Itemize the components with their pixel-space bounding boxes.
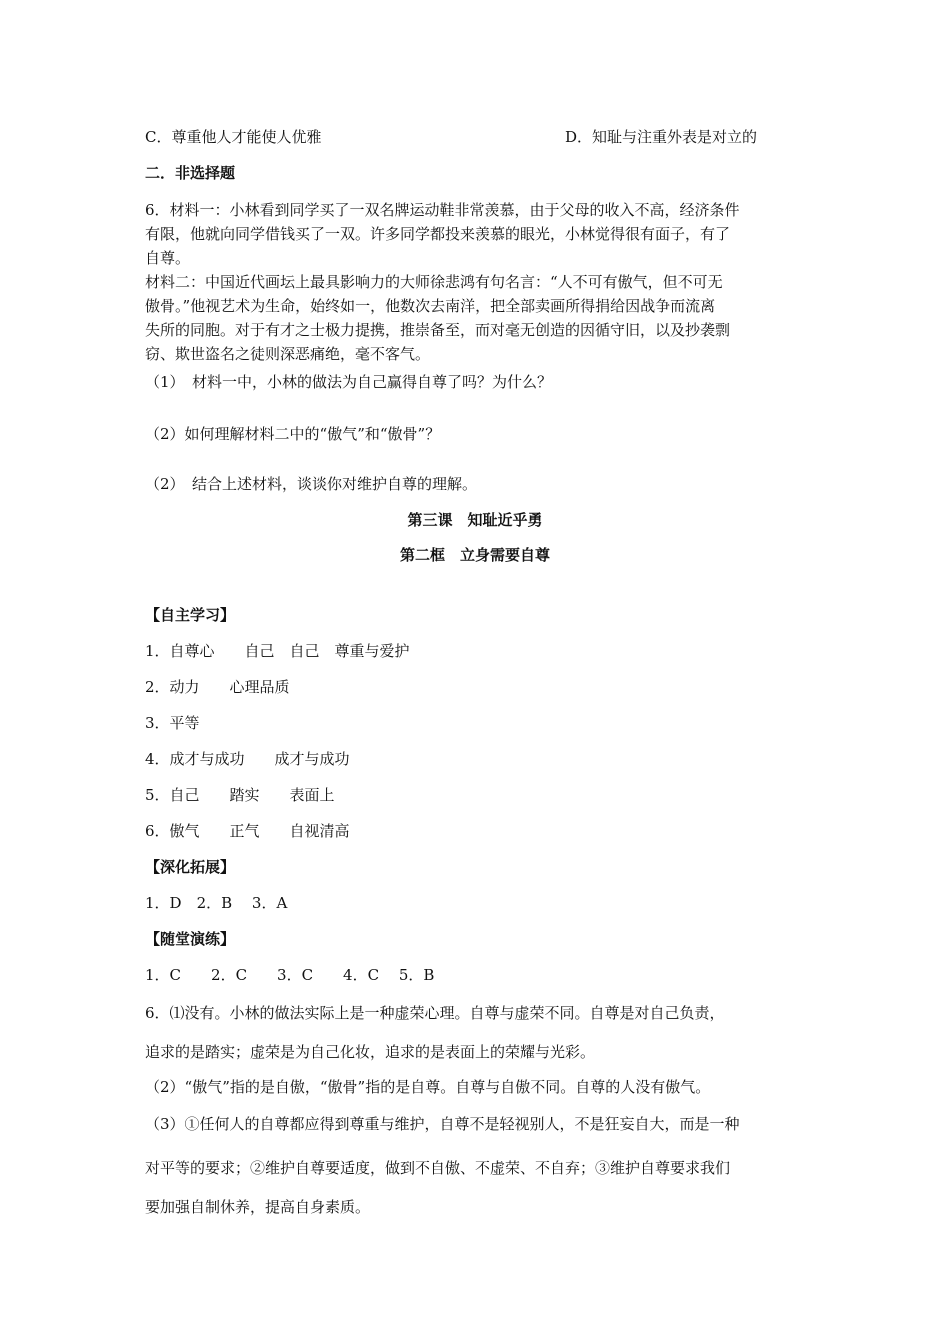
frame-title: 第二框 立身需要自尊 [399, 546, 550, 564]
answer-line: （3）①任何人的自尊都应得到尊重与维护，自尊不是轻视别人，不是狂妄自大，而是一种 [145, 1115, 740, 1133]
practice-title: 【随堂演练】 [145, 930, 236, 948]
self-study-item: 6．傲气 正气 自视清高 [145, 822, 350, 840]
option-c: C．尊重他人才能使人优雅 [145, 128, 322, 146]
deepen-title: 【深化拓展】 [145, 858, 236, 876]
self-study-item: 1．自尊心 自己 自己 尊重与爱护 [145, 642, 410, 660]
answer-line: 6．⑴没有。小林的做法实际上是一种虚荣心理。自尊与虚荣不同。自尊是对自己负责， [145, 1004, 725, 1022]
self-study-item: 2．动力 心理品质 [145, 678, 290, 696]
answer-line: 对平等的要求；②维护自尊要适度，做到不自傲、不虚荣、不自弃；③维护自尊要求我们 [145, 1159, 731, 1177]
practice-answers: 1．C 2．C 3．C 4．C 5．B [145, 966, 435, 984]
material2-line: 窃、欺世盗名之徒则深恶痛绝，毫不客气。 [145, 345, 431, 363]
option-row [145, 127, 758, 147]
self-study-title: 【自主学习】 [145, 606, 236, 624]
material2-line: 失所的同胞。对于有才之士极力提携，推崇备至，而对毫无创造的因循守旧，以及抄袭剽 [145, 321, 731, 339]
answer-line: 追求的是踏实；虚荣是为自己化妆，追求的是表面上的荣耀与光彩。 [145, 1043, 596, 1061]
material1-line: 自尊。 [145, 249, 191, 267]
self-study-item: 3．平等 [145, 714, 200, 732]
lesson-title: 第三课 知耻近乎勇 [407, 511, 543, 529]
question-3: （2） 结合上述材料，谈谈你对维护自尊的理解。 [145, 475, 478, 493]
question-2: （2）如何理解材料二中的“傲气”和“傲骨”？ [145, 425, 441, 443]
section-title: 二．非选择题 [145, 164, 236, 182]
material2-line: 材料二：中国近代画坛上最具影响力的大师徐悲鸿有句名言：“人不可有傲气，但不可无 [145, 273, 723, 291]
self-study-item: 5．自己 踏实 表面上 [145, 786, 335, 804]
material1-line: 有限，他就向同学借钱买了一双。许多同学都投来羡慕的眼光，小林觉得很有面子，有了 [145, 225, 731, 243]
answer-line: 要加强自制休养，提高自身素质。 [145, 1198, 371, 1216]
deepen-answers: 1．D 2．B 3．A [145, 894, 288, 912]
material2-line: 傲骨。”他视艺术为生命，始终如一，他数次去南洋，把全部卖画所得捐给因战争而流离 [145, 297, 716, 315]
option-d: D．知耻与注重外表是对立的 [565, 128, 758, 146]
self-study-item: 4．成才与成功 成才与成功 [145, 750, 350, 768]
answer-line: （2）“傲气”指的是自傲，“傲骨”指的是自尊。自尊与自傲不同。自尊的人没有傲气。 [145, 1078, 711, 1096]
question-1: （1） 材料一中，小林的做法为自己赢得自尊了吗？为什么？ [145, 373, 553, 391]
material1-line: 6．材料一：小林看到同学买了一双名牌运动鞋非常羡慕，由于父母的收入不高，经济条件 [145, 201, 740, 219]
